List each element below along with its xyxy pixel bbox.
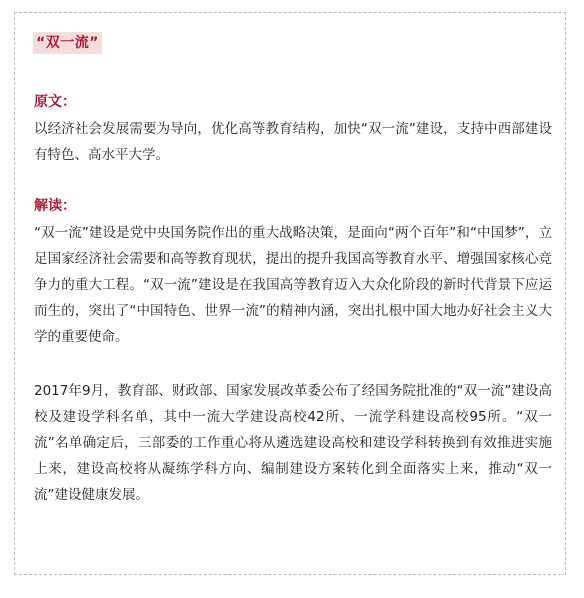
interpretation-paragraph-1: “双一流”建设是党中央国务院作出的重大战略决策，是面向“两个百年”和“中国梦”，立足国家经济社会需要和高等教育现状，提出的提升我国高等教育水平、增强国家核心竞争力的重大工程。“双一流”建设是在我国高等教育迈入大众化阶段的新时代背景下应运而生的，突出了“中国特色、世界一流”的精神内涵，突出扎根中国大地办好社会主义大学的重要使命。 <box>34 225 552 345</box>
section-gap <box>34 168 552 196</box>
original-paragraph: 以经济社会发展需要为导向，优化高等教育结构，加快“双一流”建设，支持中西部建设有特色、高水平大学。 <box>34 121 552 163</box>
paragraph-gap <box>34 350 552 374</box>
interpretation-paragraph-2: 2017年9月，教育部、财政部、国家发展改革委公布了经国务院批准的“双一流”建设高校及建设学科名单，其中一流大学建设高校42所、一流学科建设高校95所。“双一流”名单确定后，三部委的工作重心将从遴选建设高校和建设学科转换到有效推进实施上来，建设高校将从凝练学科方向、编制建设方案转化到全面落实上来，推动“双一流”建设健康发展。 <box>34 383 552 503</box>
section-interpretation <box>34 196 552 508</box>
section-heading-interpretation: 解读： <box>34 198 76 214</box>
article-title-tag: “双一流” <box>33 32 102 54</box>
section-original <box>34 92 552 168</box>
article-content <box>34 92 552 508</box>
section-heading-original: 原文： <box>34 94 76 110</box>
